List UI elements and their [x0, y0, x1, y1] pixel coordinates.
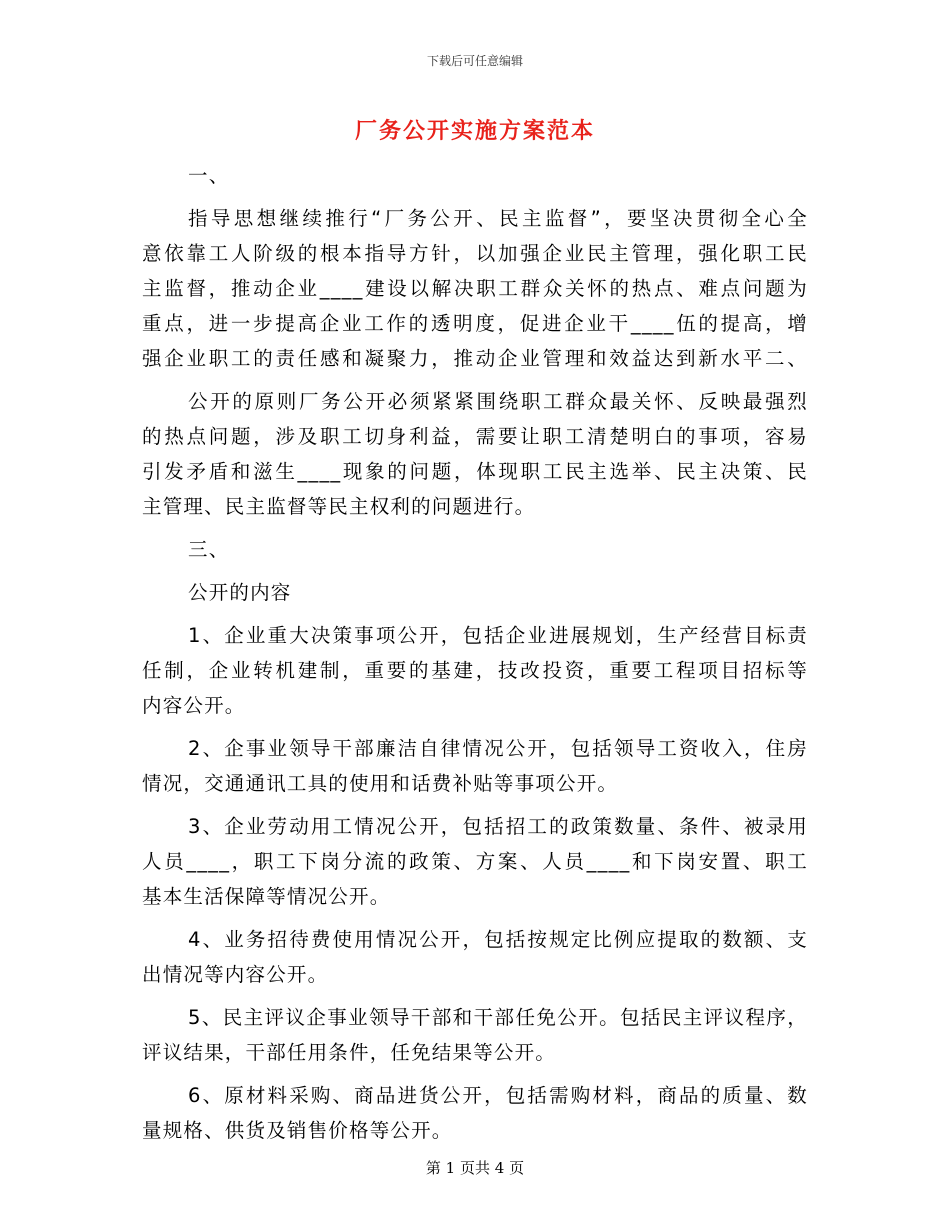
- paragraph-line: 重点，进一步提高企业工作的透明度，促进企业干____伍的提高，增: [142, 312, 808, 335]
- paragraph-line: 情况，交通通讯工具的使用和话费补贴等事项公开。: [142, 772, 619, 795]
- paragraph-line: 三、: [188, 538, 230, 561]
- paragraph-line: 引发矛盾和滋生____现象的问题，体现职工民主选举、民主决策、民: [142, 460, 808, 483]
- paragraph-line: 量规格、供货及销售价格等公开。: [142, 1119, 453, 1142]
- paragraph-line: 6、原材料采购、商品进货公开，包括需购材料，商品的质量、数: [188, 1084, 808, 1107]
- paragraph-line: 意依靠工人阶级的根本指导方针，以加强企业民主管理，强化职工民: [142, 242, 808, 265]
- paragraph-line: 的热点问题，涉及职工切身利益，需要让职工清楚明白的事项，容易: [142, 425, 808, 448]
- paragraph-line: 主管理、民主监督等民主权利的问题进行。: [142, 495, 536, 518]
- paragraph-line: 主监督，推动企业____建设以解决职工群众关怀的热点、难点问题为: [142, 277, 808, 300]
- page-footer: 第 1 页共 4 页: [425, 1159, 525, 1177]
- paragraph-line: 公开的内容: [188, 581, 292, 604]
- document-body: [142, 158, 808, 1148]
- paragraph-line: 1、企业重大决策事项公开，包括企业进展规划，生产经营目标责: [188, 624, 808, 647]
- paragraph-line: 3、企业劳动用工情况公开，包括招工的政策数量、条件、被录用: [188, 815, 808, 838]
- paragraph-line: 公开的原则厂务公开必须紧紧围绕职工群众最关怀、反映最强烈: [188, 390, 808, 413]
- paragraph-line: 一、: [188, 164, 230, 187]
- paragraph-line: 任制，企业转机建制，重要的基建，技改投资，重要工程项目招标等: [142, 659, 808, 682]
- paragraph-line: 内容公开。: [142, 694, 246, 717]
- paragraph-line: 2、企事业领导干部廉洁自律情况公开，包括领导工资收入，住房: [188, 737, 808, 760]
- paragraph-line: 5、民主评议企事业领导干部和干部任免公开。包括民主评议程序，: [188, 1006, 808, 1029]
- page-header: 下载后可任意编辑: [426, 54, 523, 68]
- paragraph-line: 人员____，职工下岗分流的政策、方案、人员____和下岗安置、职工: [142, 850, 808, 873]
- paragraph-line: 评议结果，干部任用条件，任免结果等公开。: [142, 1041, 557, 1064]
- paragraph-line: 强企业职工的责任感和凝聚力，推动企业管理和效益达到新水平二、: [142, 347, 808, 370]
- paragraph-line: 指导思想继续推行“厂务公开、民主监督”，要坚决贯彻全心全: [188, 207, 808, 230]
- paragraph-line: 4、业务招待费使用情况公开，包括按规定比例应提取的数额、支: [188, 928, 808, 951]
- document-title: 厂务公开实施方案范本: [354, 119, 595, 144]
- paragraph-line: 基本生活保障等情况公开。: [142, 885, 391, 908]
- paragraph-line: 出情况等内容公开。: [142, 963, 329, 986]
